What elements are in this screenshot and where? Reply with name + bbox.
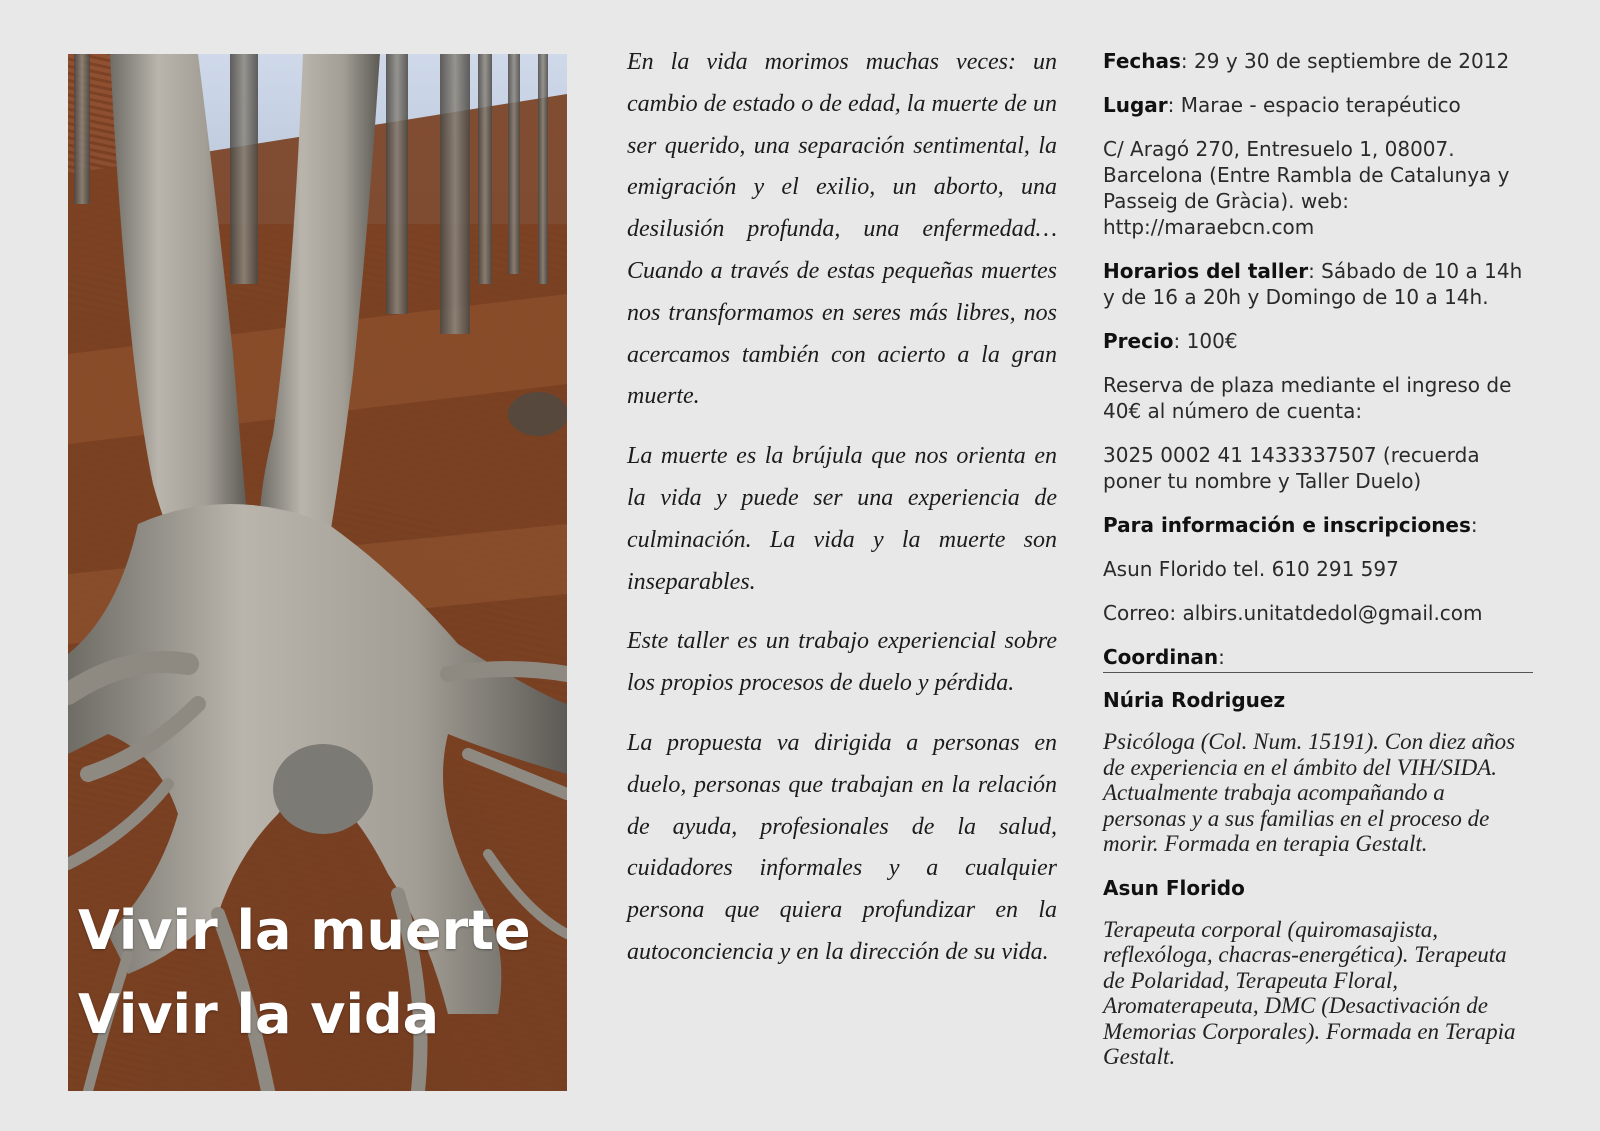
coordinators-colon: : (1218, 645, 1225, 669)
place-label: Lugar (1103, 93, 1168, 117)
cover-photo (68, 54, 567, 1091)
reservation-text: Reserva de plaza mediante el ingreso de 40€ al número de cuenta: (1103, 373, 1512, 423)
coordinator-name-2: Asun Florido (1103, 875, 1245, 900)
intro-paragraph-3: Este taller es un trabajo experiencial sobre los propios procesos de duelo y pérdida. (627, 628, 1057, 697)
dates-row (1103, 48, 1533, 74)
coordinator-bio-2: Terapeuta corporal (quiromasajista, reflexóloga, chacras-energética). Terapeuta de Polaridad, Terapeuta Floral, Aromaterapeuta, DMC (Desactivación de Memorias Corporales). Formada en Terapia Gestalt. (1103, 916, 1516, 1069)
title-line-2: Vivir la vida (78, 983, 440, 1046)
workshop-info (1103, 48, 1533, 1088)
schedule-value: : Sábado de 10 a 14h y de 16 a 20h y Domingo de 10 a 14h. (1103, 259, 1523, 309)
price-label: Precio (1103, 329, 1174, 353)
schedule-label: Horarios del taller (1103, 259, 1309, 283)
title-line-1: Vivir la muerte (78, 899, 531, 962)
address: C/ Aragó 270, Entresuelo 1, 08007. Barcelona (Entre Rambla de Catalunya y Passeig de Gràcia). web: http://maraebcn.com (1103, 137, 1510, 239)
schedule-row (1103, 258, 1533, 310)
poster-title (78, 889, 531, 1057)
dates-label: Fechas (1103, 49, 1181, 73)
place-value: : Marae - espacio terapéutico (1167, 93, 1461, 117)
intro-text (627, 42, 1057, 992)
intro-paragraph-4: La propuesta va dirigida a personas en duelo, personas que trabajan en la relación de ayuda, profesionales de la salud, cuidadores informales y a cualquier persona que quiera profundizar en la autoconciencia y en la dirección de su vida. (627, 729, 1057, 965)
dates-value: : 29 y 30 de septiembre de 2012 (1180, 49, 1510, 73)
place-row (1103, 92, 1533, 118)
price-row (1103, 328, 1533, 354)
contact-email: Correo: albirs.unitatdedol@gmail.com (1103, 601, 1483, 625)
coordinator-name-1: Núria Rodriguez (1103, 688, 1286, 712)
contact-colon: : (1470, 513, 1478, 537)
coordinator-bio-1: Psicóloga (Col. Num. 15191). Con diez años de experiencia en el ámbito del VIH/SIDA. Actualmente trabaja acompañando a personas y a sus familias en el proceso de morir. Formada en terapia Gestalt. (1103, 729, 1516, 856)
contact-label: Para información e inscripciones (1103, 513, 1471, 537)
account-number: 3025 0002 41 1433337507 (recuerda poner tu nombre y Taller Duelo) (1103, 443, 1480, 493)
price-value: : 100€ (1173, 329, 1238, 353)
intro-paragraph-2: La muerte es la brújula que nos orienta en la vida y puede ser una experiencia de culminación. La vida y la muerte son inseparables. (627, 443, 1057, 595)
coordinators-label: Coordinan (1103, 645, 1219, 669)
contact-phone: Asun Florido tel. 610 291 597 (1103, 557, 1399, 581)
contact-heading (1103, 512, 1533, 538)
intro-paragraph-1: En la vida morimos muchas veces: un cambio de estado o de edad, la muerte de un ser querido, una separación sentimental, la emigración y el exilio, un aborto, una desilusión profunda, una enfermedad… Cuando a través de estas pequeñas muertes nos transformamos en seres más libres, nos acercamos también con acierto a la gran muerte. (627, 49, 1057, 410)
coordinators-heading (1103, 644, 1533, 673)
